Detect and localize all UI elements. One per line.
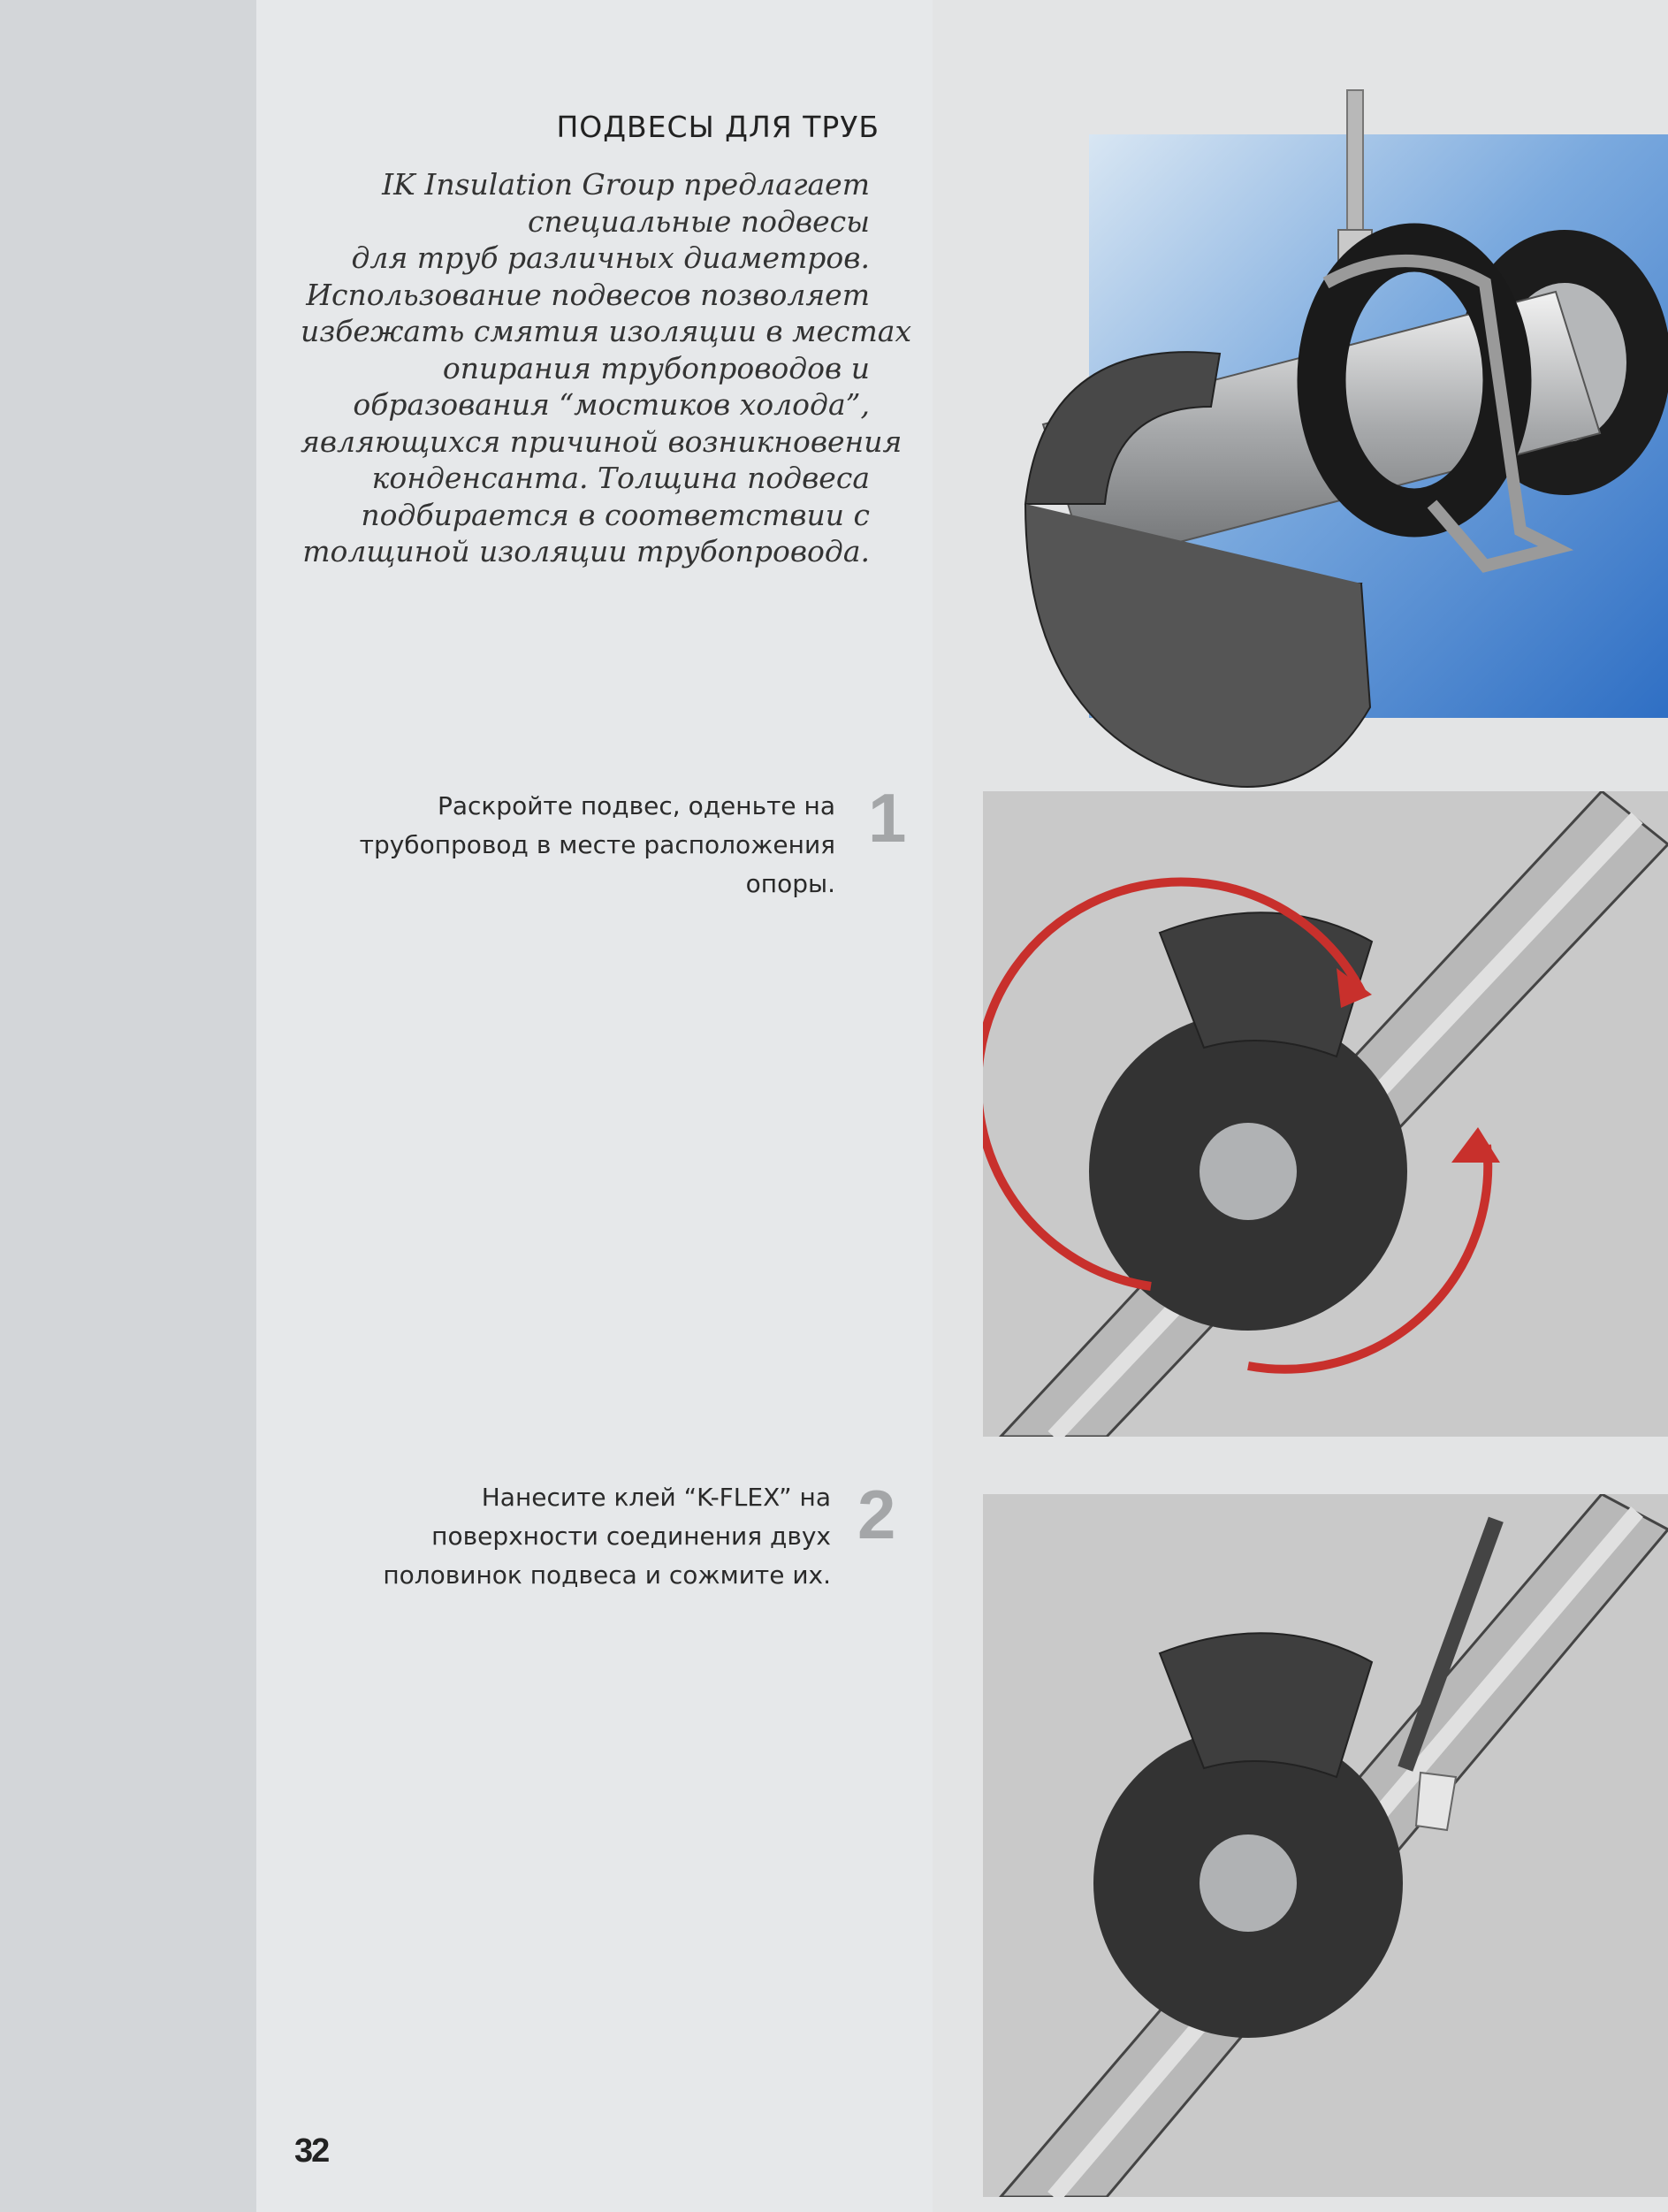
- page-number: 32: [294, 2132, 329, 2170]
- intro-line: IK Insulation Group предлагает: [382, 167, 870, 202]
- step-2-text: [301, 1478, 831, 1595]
- intro-line: опирания трубопроводов и: [442, 350, 870, 385]
- step-1-number: 1: [868, 779, 907, 857]
- intro-line: избежать смятия изоляции в местах: [301, 314, 912, 348]
- intro-line: подбирается в соответствии с: [361, 497, 870, 532]
- step-line: Раскройте подвес, оденьте на: [437, 791, 835, 820]
- pipe-hanger-photo: [990, 88, 1668, 902]
- intro-paragraph: [301, 166, 912, 570]
- step-1-illustration: [983, 791, 1668, 1437]
- step-line: опоры.: [745, 869, 835, 898]
- step-line: трубопровод в месте расположения: [359, 830, 835, 859]
- intro-line: для труб различных диаметров.: [351, 240, 870, 275]
- step-line: половинок подвеса и сожмите их.: [383, 1560, 831, 1590]
- step-2-number: 2: [857, 1476, 896, 1553]
- intro-line: специальные подвесы: [528, 203, 870, 239]
- page-margin-strip: [0, 0, 256, 2212]
- step-line: поверхности соединения двух: [431, 1522, 831, 1551]
- intro-line: толщиной изоляции трубопровода.: [302, 534, 870, 568]
- step-2-illustration: [983, 1494, 1668, 2197]
- intro-line: образования “мостиков холода”,: [353, 387, 870, 422]
- intro-line: являющихся причиной возникновения: [301, 423, 903, 459]
- intro-line: конденсанта. Толщина подвеса: [371, 461, 870, 495]
- page-title: ПОДВЕСЫ ДЛЯ ТРУБ: [556, 110, 880, 144]
- step-line: Нанесите клей “K-FLEX” на: [481, 1483, 831, 1512]
- step-1-text: [305, 787, 835, 904]
- intro-line: Использование подвесов позволяет: [306, 277, 870, 312]
